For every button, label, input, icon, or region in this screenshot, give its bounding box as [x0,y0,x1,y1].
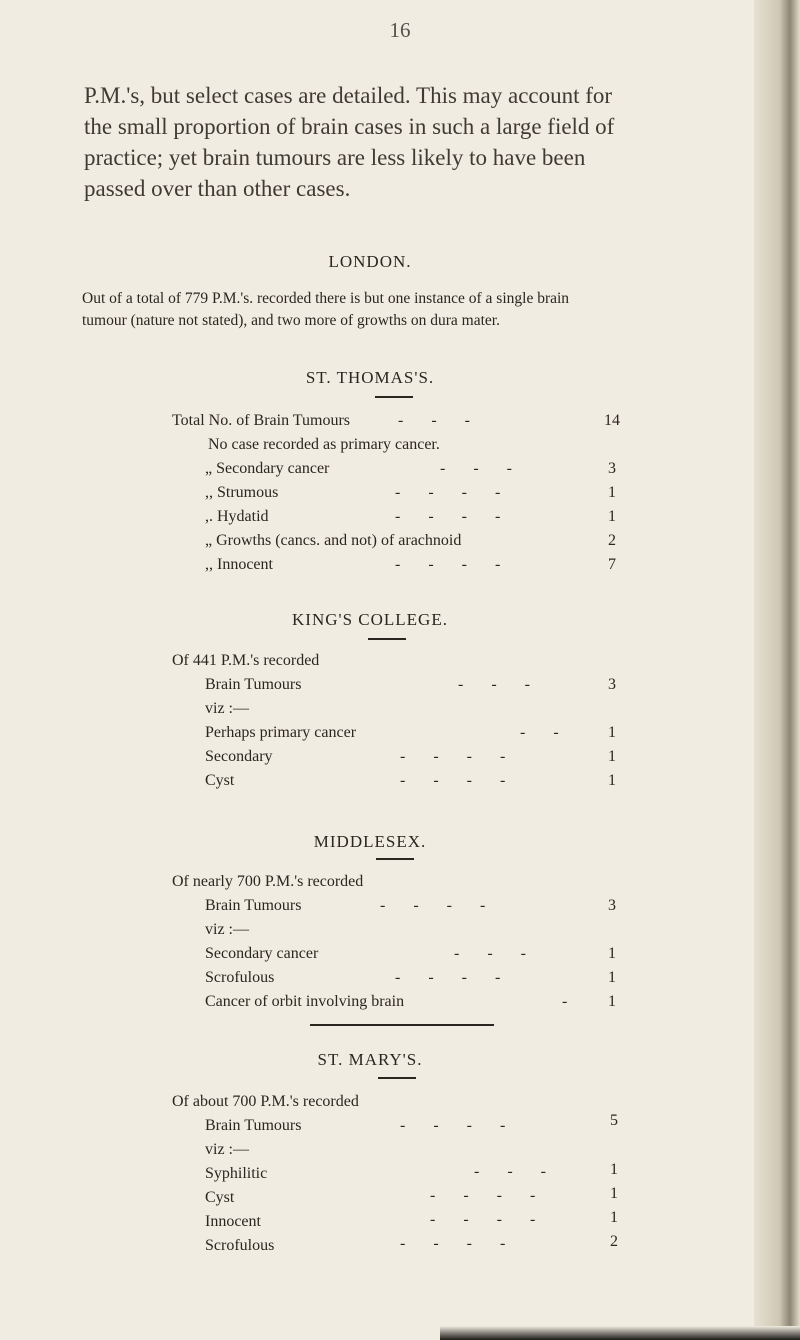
kings-row-value: 1 [608,748,616,765]
middlesex-total-label: Brain Tumours [205,897,302,914]
leader-dash: - - - [458,676,530,693]
st-thomas-row-value: 7 [608,556,616,573]
page-edge-shadow [754,0,800,1340]
leader-dash: - - - - [400,1117,506,1134]
page-bottom-edge [440,1326,800,1340]
st-marys-row-label: Scrofulous [205,1237,275,1254]
leader-dash: - - - - [430,1187,536,1204]
kings-total-label: Brain Tumours [205,676,302,693]
intro-line: P.M.'s, but select cases are detailed. This may account for [84,83,613,108]
intro-paragraph [84,80,744,204]
middlesex-row-label: Secondary cancer [205,945,319,962]
st-marys-row-label: Cyst [205,1189,235,1206]
leader-dash: - - - - [380,897,486,914]
leader-dash: - - - [454,945,526,962]
kings-row-value: 1 [608,724,616,741]
divider [375,396,413,398]
st-thomas-row-value: 3 [608,460,616,477]
st-marys-heading: ST. MARY'S. [317,1050,423,1069]
leader-dash: - - - [398,412,470,429]
st-thomas-row-value: 2 [608,532,616,549]
leader-dash: - - - - [395,969,501,986]
st-marys-row-value: 1 [610,1161,618,1178]
kings-college-heading: KING'S COLLEGE. [292,610,448,629]
middlesex-row-value: 1 [608,945,616,962]
middlesex-heading: MIDDLESEX. [313,832,427,851]
middlesex-total-value: 3 [608,897,616,914]
leader-dash: - - - - [395,484,501,501]
london-note-line: tumour (nature not stated), and two more of growths on dura mater. [82,312,500,329]
kings-intro: Of 441 P.M.'s recorded [172,652,320,669]
st-thomas-heading: ST. THOMAS'S. [305,368,435,387]
kings-viz: viz :— [205,700,249,717]
leader-dash: - - - - [395,508,501,525]
kings-row-value: 1 [608,772,616,789]
st-thomas-row-label: „ Growths (cancs. and not) of arachnoid [205,532,462,549]
st-thomas-row-label: ,, Strumous [205,484,279,501]
intro-line: passed over than other cases. [84,176,351,201]
kings-total-value: 3 [608,676,616,693]
st-thomas-row-value: 1 [608,508,616,525]
kings-row-label: Cyst [205,772,235,789]
st-marys-total-value: 5 [610,1112,618,1129]
leader-dash: - - - - [395,556,501,573]
st-marys-viz: viz :— [205,1141,249,1158]
kings-row-label: Perhaps primary cancer [205,724,357,741]
middlesex-row-label: Scrofulous [205,969,275,986]
middlesex-row-value: 1 [608,969,616,986]
leader-dash: - - - [474,1163,546,1180]
st-marys-intro: Of about 700 P.M.'s recorded [172,1093,359,1110]
st-marys-row-label: Innocent [205,1213,261,1230]
divider [378,1077,416,1079]
kings-row-label: Secondary [205,748,273,765]
divider [376,858,414,860]
divider [368,638,406,640]
st-marys-row-value: 2 [610,1233,618,1250]
leader-dash: - - - - [400,748,506,765]
st-thomas-no-primary: No case recorded as primary cancer. [208,436,440,453]
intro-line: the small proportion of brain cases in such a large field of [84,114,615,139]
leader-dash: - - - - [400,772,506,789]
leader-dash: - [562,993,568,1010]
st-marys-row-label: Syphilitic [205,1165,268,1182]
st-thomas-row-value: 1 [608,484,616,501]
st-marys-total-label: Brain Tumours [205,1117,302,1134]
leader-dash: - - - - [430,1211,536,1228]
st-thomas-total-label: Total No. of Brain Tumours [172,412,350,429]
london-note-line: Out of a total of 779 P.M.'s. recorded there is but one instance of a single brain [82,290,570,307]
leader-dash: - - [520,724,559,741]
middlesex-row-value: 1 [608,993,616,1010]
leader-dash: - - - - [400,1235,506,1252]
middlesex-viz: viz :— [205,921,249,938]
leader-dash: - - - [440,460,512,477]
st-thomas-row-label: „ Secondary cancer [205,460,330,477]
st-marys-row-value: 1 [610,1209,618,1226]
st-thomas-row-label: ,. Hydatid [205,508,269,525]
london-note [82,288,762,332]
page-number: 16 [389,18,411,42]
middlesex-intro: Of nearly 700 P.M.'s recorded [172,873,364,890]
intro-line: practice; yet brain tumours are less likely to have been [84,145,586,170]
st-thomas-row-label: ,, Innocent [205,556,273,573]
london-heading: LONDON. [328,252,412,271]
st-thomas-total-value: 14 [604,412,620,429]
section-divider [310,1024,494,1026]
st-marys-row-value: 1 [610,1185,618,1202]
middlesex-row-label: Cancer of orbit involving brain [205,993,405,1010]
